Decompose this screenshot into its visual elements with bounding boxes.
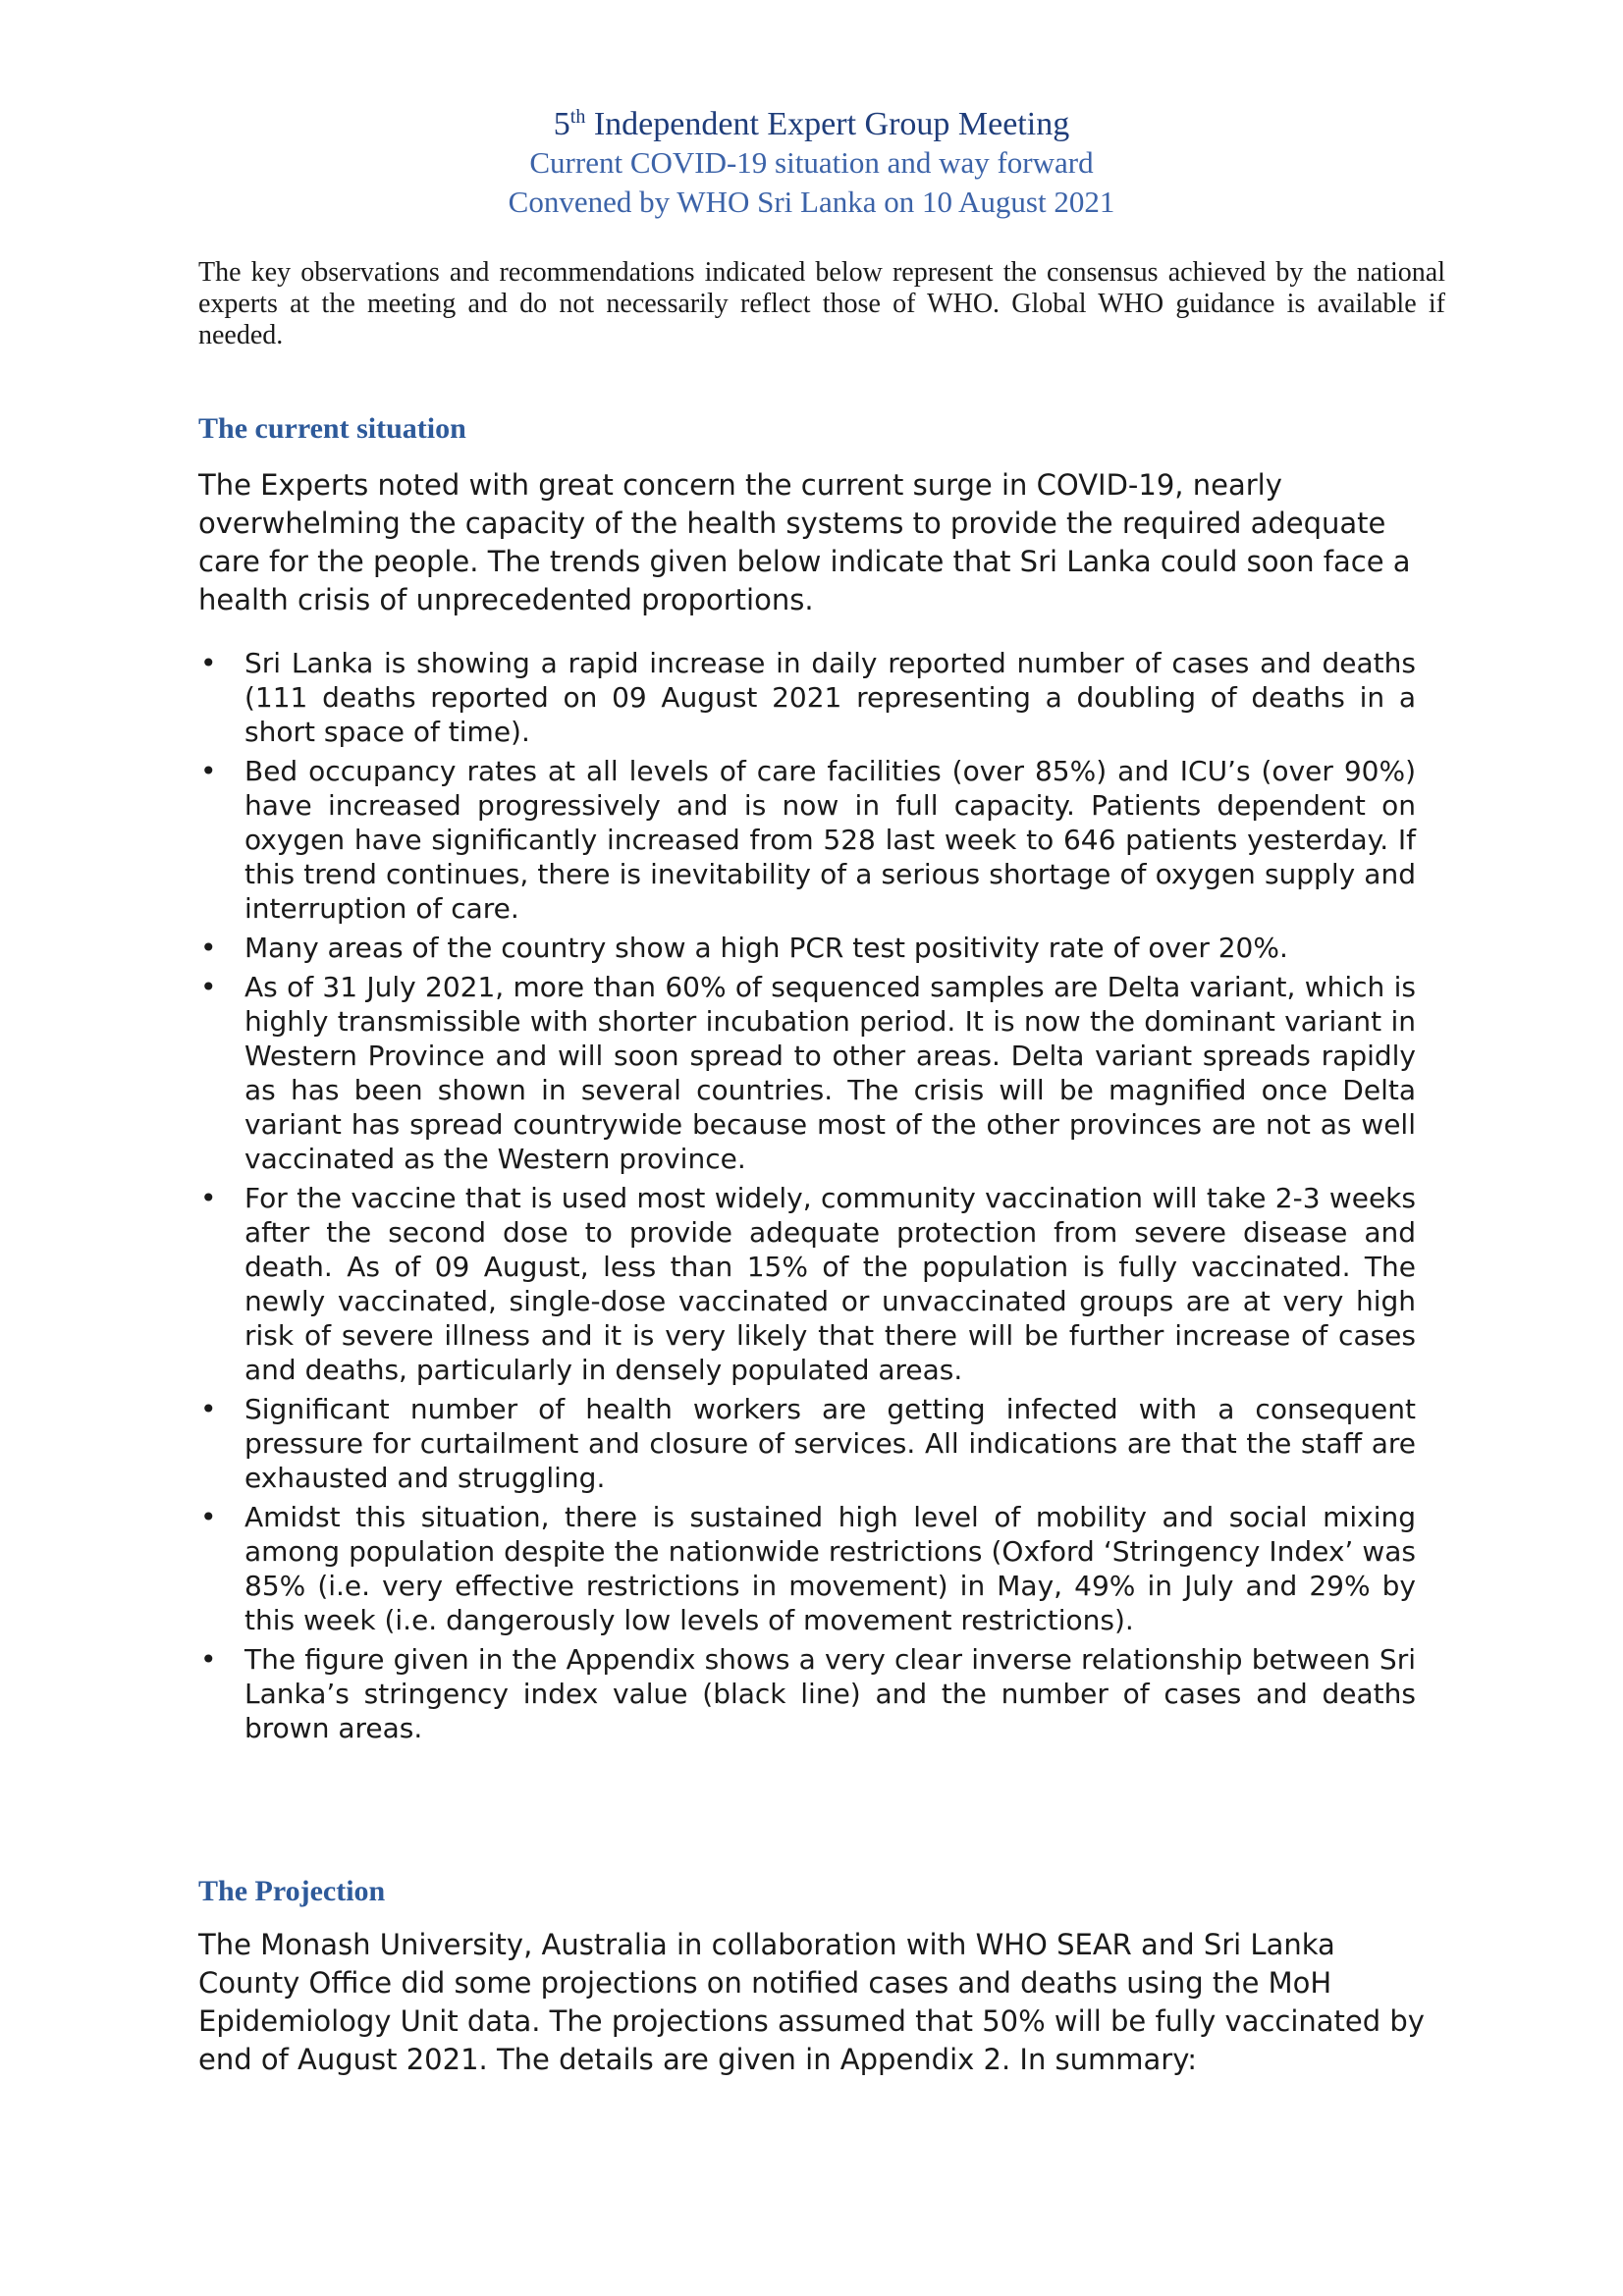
bullet-text: The figure given in the Appendix shows a very clear inverse relationship between Sri Lanka’s stringency index value (black line) and the number of cases and deaths brown areas. (244, 1643, 1416, 1744)
bullet-text: As of 31 July 2021, more than 60% of sequenced samples are Delta variant, which is highly transmissible with shorter incubation period. It is now the dominant variant in Western Province and will soon spread to other areas. Delta variant spreads rapidly as has been shown in several countries. The crisis will be magnified once Delta variant has spread countrywide because most of the other provinces are not as well vaccinated as the Western province. (244, 971, 1416, 1175)
bullet-icon: • (200, 1643, 217, 1676)
meeting-title (0, 106, 1623, 143)
current-situation-bullets (198, 646, 1416, 1750)
list-item (198, 1642, 1416, 1745)
bullet-icon: • (200, 1501, 217, 1533)
bullet-icon: • (200, 932, 217, 964)
bullet-text: Significant number of health workers are getting infected with a consequent pressure for curtailment and closure of services. All indications are that the staff are exhausted and struggling. (244, 1393, 1416, 1494)
list-item (198, 754, 1416, 926)
section-title-projection: The Projection (198, 1875, 386, 1907)
meeting-convened-line: Convened by WHO Sri Lanka on 10 August 2021 (508, 185, 1115, 219)
list-item (198, 970, 1416, 1176)
section-title-current-situation: The current situation (198, 412, 466, 445)
bullet-icon: • (200, 647, 217, 679)
list-item (198, 1181, 1416, 1387)
current-situation-lead: The Experts noted with great concern the current surge in COVID-19, nearly overwhelming the capacity of the health systems to provide the required adequate care for the people. The trends given below indicate that Sri Lanka could soon face a health crisis of unprecedented proportions. (198, 468, 1411, 616)
bullet-icon: • (200, 971, 217, 1003)
meeting-ordinal-suffix: th (569, 106, 586, 128)
meeting-subtitle: Current COVID-19 situation and way forward (529, 145, 1094, 180)
bullet-text: Amidst this situation, there is sustained high level of mobility and social mixing among population despite the nationwide restrictions (Oxford ‘Stringency Index’ was 85% (i.e. very effective restrictions in movement) in May, 49% in July and 29% by this week (i.e. dangerously low levels of movement restrictions). (244, 1501, 1416, 1636)
bullet-text: Many areas of the country show a high PCR test positivity rate of over 20%. (244, 932, 1288, 964)
bullet-icon: • (200, 1393, 217, 1425)
meeting-title-text: Independent Expert Group Meeting (585, 106, 1070, 142)
bullet-text: Sri Lanka is showing a rapid increase in daily reported number of cases and deaths (111 deaths reported on 09 August 2021 representing a doubling of deaths in a short space of time). (244, 647, 1416, 748)
intro-paragraph: The key observations and recommendations indicated below represent the consensus achieved by the national experts at the meeting and do not necessarily reflect those of WHO. Global WHO guidance is available if needed. (198, 257, 1445, 350)
bullet-text: Bed occupancy rates at all levels of care facilities (over 85%) and ICU’s (over 90%) have increased progressively and is now in full capacity. Patients dependent on oxygen have significantly increased from 528 last week to 646 patients yesterday. If this trend continues, there is inevitability of a serious shortage of oxygen supply and interruption of care. (244, 755, 1416, 925)
list-item (198, 1500, 1416, 1637)
list-item (198, 646, 1416, 749)
bullet-text: For the vaccine that is used most widely, community vaccination will take 2-3 weeks after the second dose to provide adequate protection from severe disease and death. As of 09 August, less than 15% of the population is fully vaccinated. The newly vaccinated, single-dose vaccinated or unvaccinated groups are at very high risk of severe illness and it is very likely that there will be further increase of cases and deaths, particularly in densely populated areas. (244, 1182, 1416, 1386)
list-item (198, 1392, 1416, 1495)
bullet-icon: • (200, 755, 217, 787)
projection-lead: The Monash University, Australia in collaboration with WHO SEAR and Sri Lanka County Office did some projections on notified cases and deaths using the MoH Epidemiology Unit data. The projections assumed that 50% will be fully vaccinated by end of August 2021. The details are given in Appendix 2. In summary: (198, 1928, 1425, 2076)
bullet-icon: • (200, 1182, 217, 1214)
list-item (198, 931, 1416, 965)
meeting-ordinal: 5 (553, 106, 570, 142)
